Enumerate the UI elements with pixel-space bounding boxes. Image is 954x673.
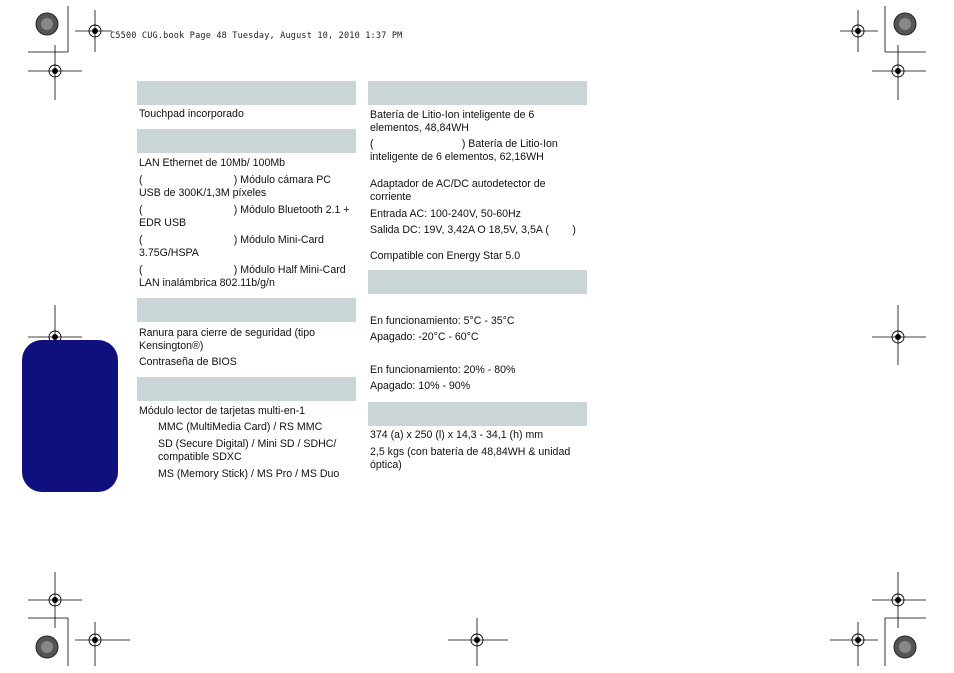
comm-line: EDR USB: [139, 217, 187, 229]
power-line: elementos, 48,84WH: [370, 122, 469, 134]
power-line: Compatible con Energy Star 5.0: [370, 250, 521, 262]
side-tab: [22, 340, 118, 492]
card-reader-line: Módulo lector de tarjetas multi-en-1: [139, 405, 306, 417]
card-reader-line: SD (Secure Digital) / Mini SD / SDHC/: [158, 438, 337, 450]
dimensions-line: 374 (a) x 250 (l) x 14,3 - 34,1 (h) mm: [370, 429, 544, 441]
power-line: inteligente de 6 elementos, 62,16WH: [370, 151, 544, 163]
comm-line: USB de 300K/1,3M píxeles: [139, 187, 267, 199]
dimensions-line: 2,5 kgs (con batería de 48,84WH & unidad: [370, 446, 571, 458]
section-bar-power: [368, 81, 587, 105]
comm-line: ( ) Módulo Bluetooth 2.1 +: [139, 204, 350, 216]
environment-line: En funcionamiento: 5°C - 35°C: [370, 315, 515, 327]
security-line: Ranura para cierre de seguridad (tipo: [139, 327, 316, 339]
card-reader-line: MS (Memory Stick) / MS Pro / MS Duo: [158, 468, 340, 480]
dimensions-line: óptica): [370, 459, 402, 471]
comm-line: ( ) Módulo Mini-Card: [139, 234, 324, 246]
security-line: Contraseña de BIOS: [139, 356, 237, 368]
power-line: Adaptador de AC/DC autodetector de: [370, 178, 546, 190]
power-line: Salida DC: 19V, 3,42A O 18,5V, 3,5A ( ): [370, 224, 576, 236]
security-line: Kensington®): [139, 340, 204, 352]
power-line: corriente: [370, 191, 412, 203]
power-line: Batería de Litio-Ion inteligente de 6: [370, 109, 535, 121]
touchpad-text: Touchpad incorporado: [139, 108, 244, 120]
comm-line: ( ) Módulo Half Mini-Card: [139, 264, 346, 276]
section-bar-card-reader: [137, 377, 356, 401]
comm-line: 3.75G/HSPA: [139, 247, 199, 259]
section-bar-security: [137, 298, 356, 322]
card-reader-line: MMC (MultiMedia Card) / RS MMC: [158, 421, 323, 433]
comm-line: LAN inalámbrica 802.11b/g/n: [139, 277, 275, 289]
section-bar-environment: [368, 270, 587, 294]
section-bar-communication: [137, 129, 356, 153]
section-bar-dimensions: [368, 402, 587, 426]
power-line: Entrada AC: 100-240V, 50-60Hz: [370, 208, 521, 220]
section-bar-touchpad: [137, 81, 356, 105]
card-reader-line: compatible SDXC: [158, 451, 242, 463]
power-line: ( ) Batería de Litio-Ion: [370, 138, 558, 150]
running-head: C5500 CUG.book Page 48 Tuesday, August 10, 2010 1:37 PM: [110, 31, 403, 41]
environment-line: Apagado: -20°C - 60°C: [370, 331, 479, 343]
environment-line: Apagado: 10% - 90%: [370, 380, 471, 392]
comm-line: LAN Ethernet de 10Mb/ 100Mb: [139, 157, 286, 169]
environment-line: En funcionamiento: 20% - 80%: [370, 364, 516, 376]
comm-line: ( ) Módulo cámara PC: [139, 174, 331, 186]
